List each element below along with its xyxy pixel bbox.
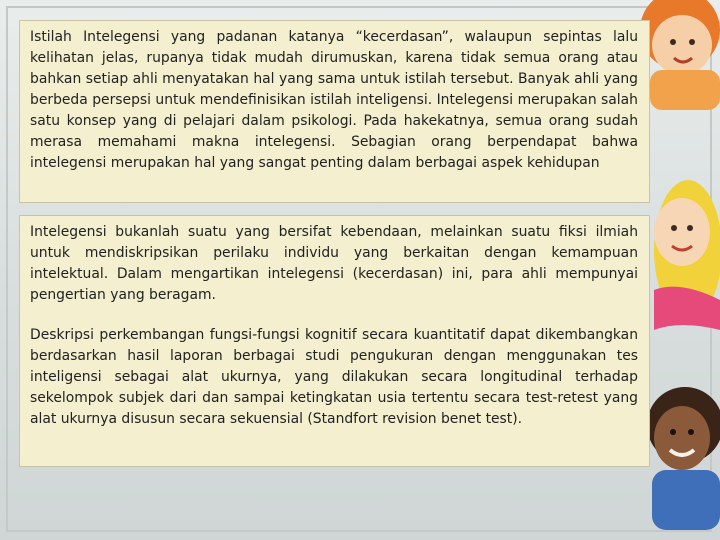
- text-box-description: [19, 215, 650, 467]
- paragraph-intelegensi-fiction: Intelegensi bukanlah suatu yang bersifat kebendaan, melainkan suatu fiksi ilmiah untuk mendiskripsikan perilaku individu yang berkaitan dengan kemampuan intelektual. Dalam mengartikan intelegensi (kecerdasan) ini, para ahli mempunyai pengertian yang beragam.: [30, 224, 638, 303]
- text-box-definition: [19, 20, 650, 203]
- paragraph-cognitive-development: Deskripsi perkembangan fungsi-fungsi kognitif secara kuantitatif dapat dikembangkan berdasarkan hasil laporan berbagai studi pengukuran dengan menggunakan tes inteligensi sebagai alat ukurnya, yang dilakukan secara longitudinal terhadap sekelompok subjek dari dan sampai ketingkatan usia tertentu secara test-retest yang alat ukurnya disusun secara sekuensial (Standfort revision benet test).: [30, 327, 638, 427]
- paragraph-intelegensi-definition: Istilah Intelegensi yang padanan katanya “kecerdasan”, walaupun sepintas lalu kelihatan jelas, rupanya tidak mudah dirumuskan, karena tidak semua orang atau bahkan setiap ahli menyatakan hal yang sama untuk istilah tersebut. Banyak ahli yang berbeda persepsi untuk mendefinisikan istilah inteligensi. Intelegensi merupakan salah satu konsep yang di pelajari dalam psikologi. Pada hakekatnya, semua orang sudah merasa memahami makna intelegensi. Sebagian orang berpendapat bahwa intelegensi merupakan hal yang sangat penting dalam berbagai aspek kehidupan: [30, 29, 638, 171]
